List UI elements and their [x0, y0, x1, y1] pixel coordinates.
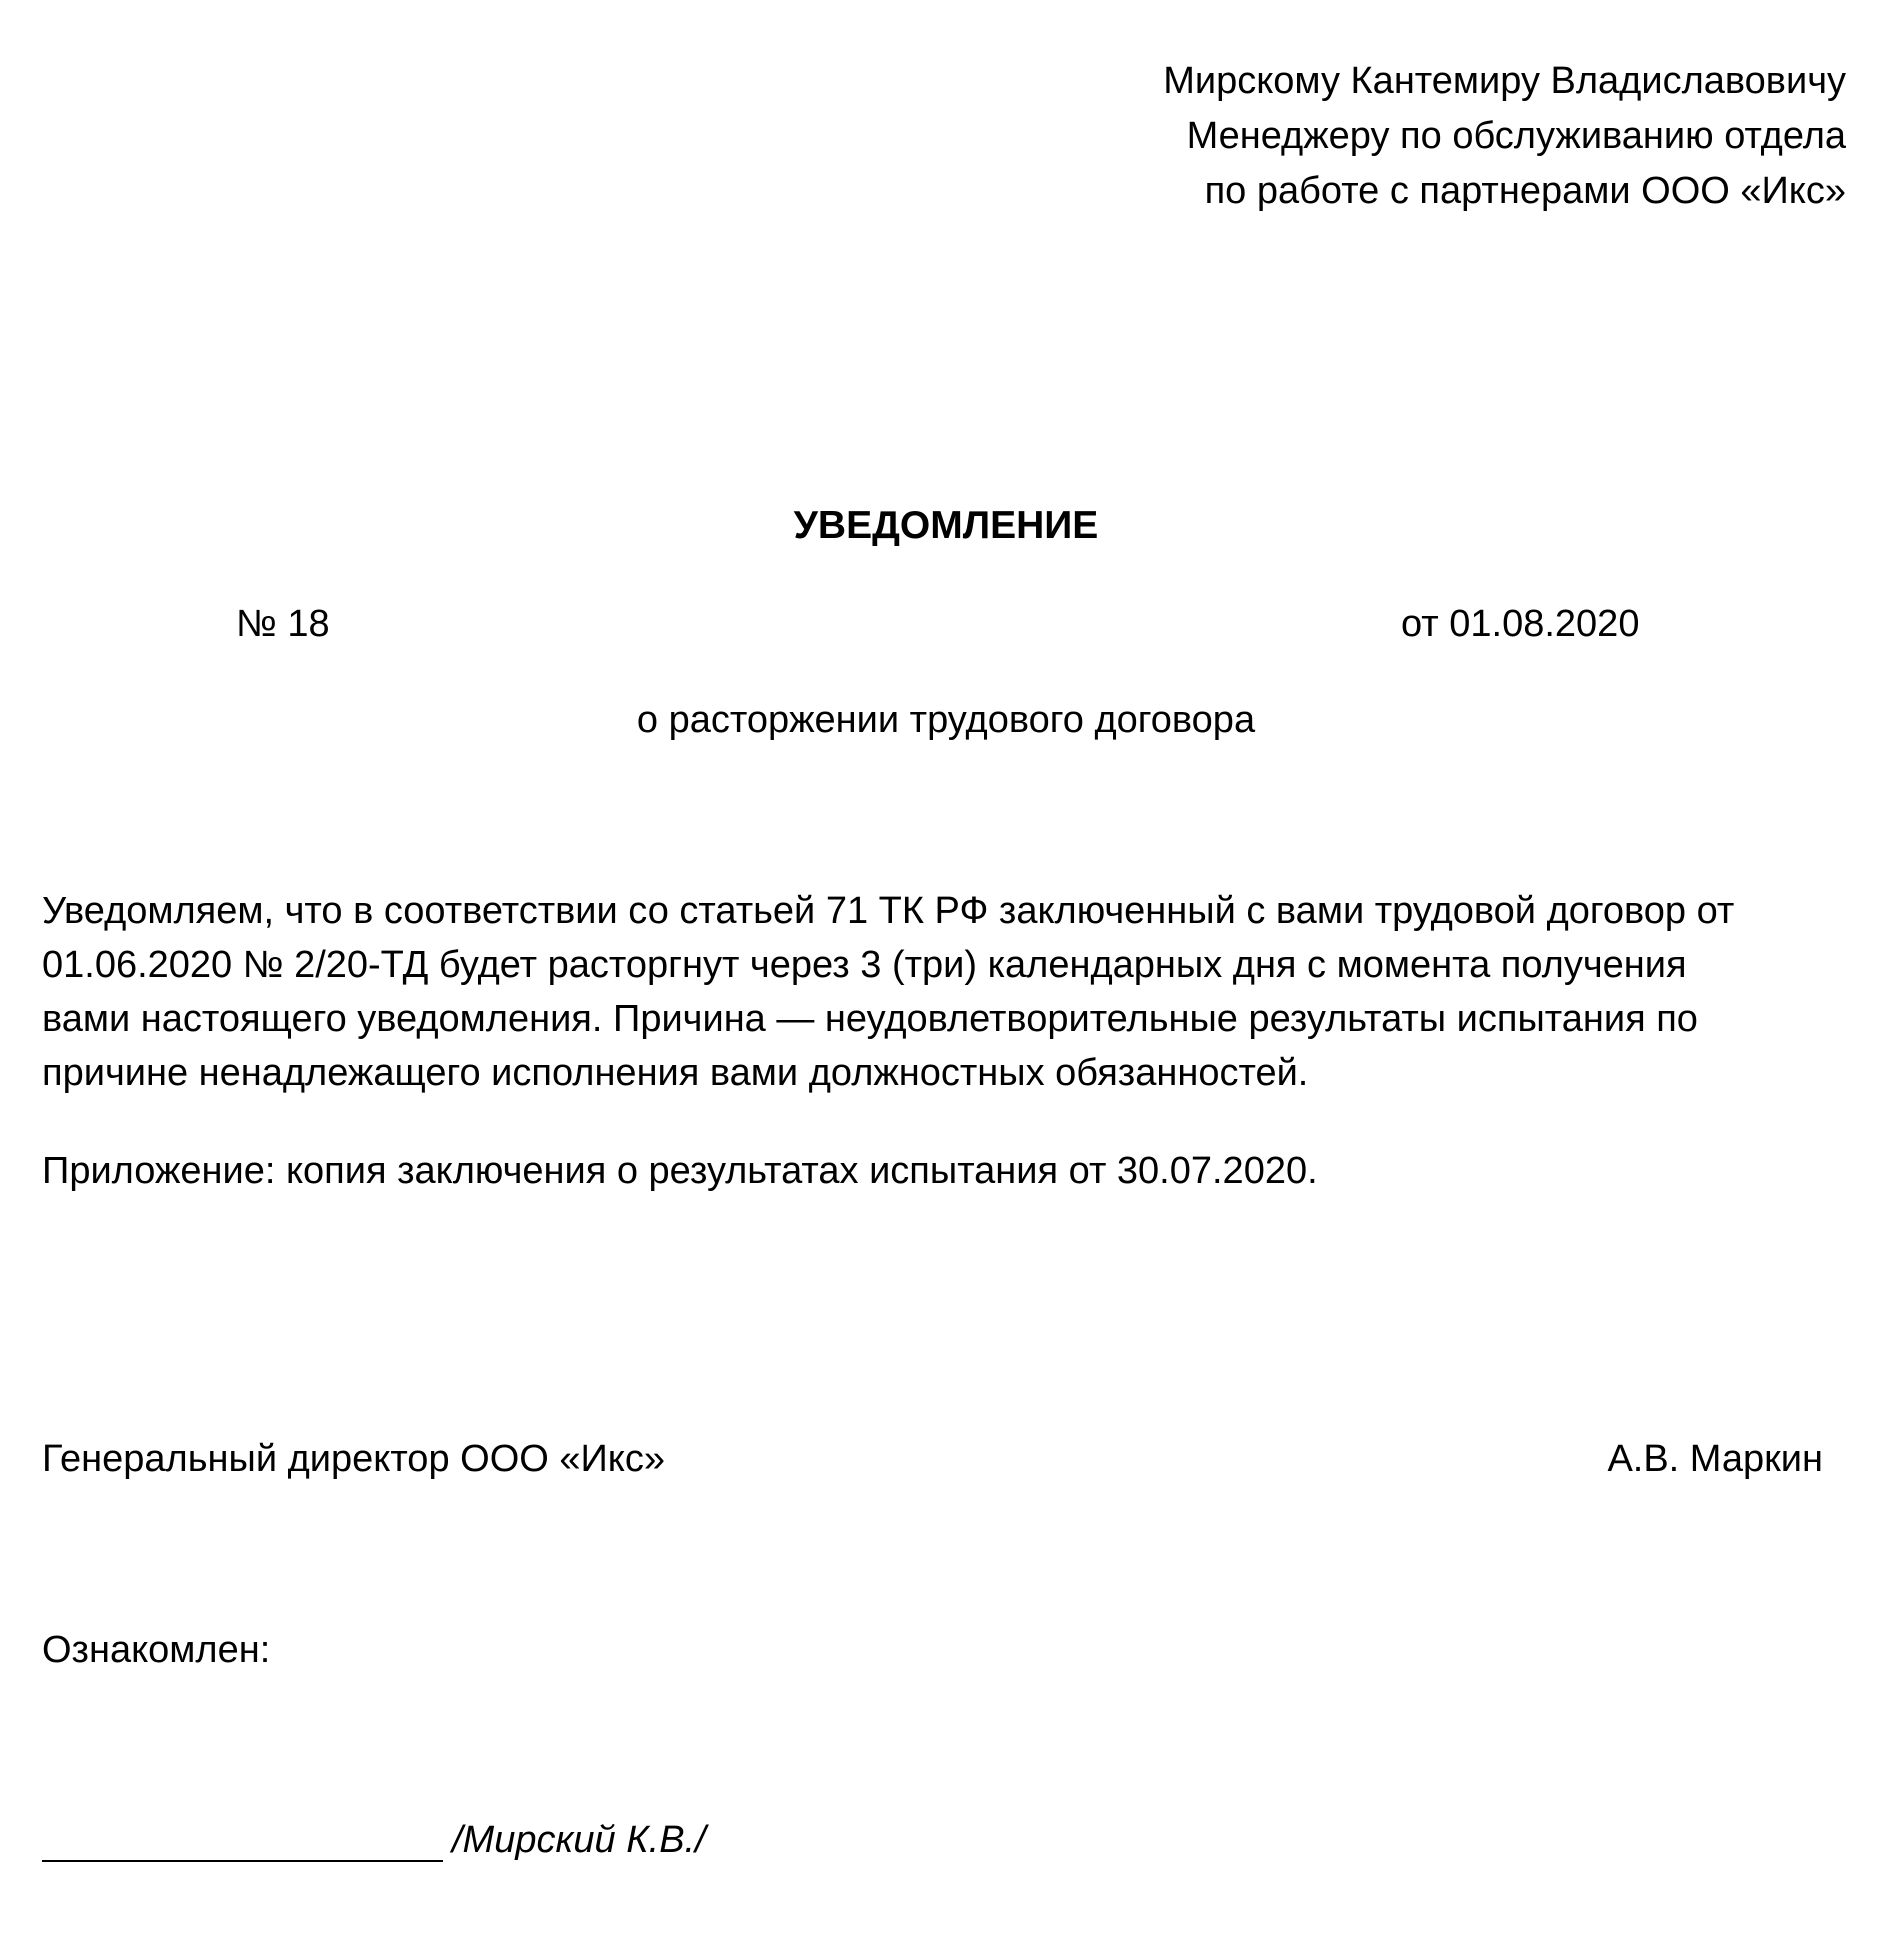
addressee-position: Менеджеру по обслуживанию отдела — [1186, 115, 1846, 157]
addressee-department: по работе с партнерами ООО «Икс» — [1204, 170, 1846, 212]
addressee-block — [1163, 54, 1846, 219]
signature-line — [42, 1860, 443, 1862]
document-date: от 01.08.2020 — [1401, 603, 1640, 645]
body-line: Уведомляем, что в соответствии со статьей 71 ТК РФ заключенный с вами трудовой договор от — [42, 890, 1735, 932]
document-subject: о расторжении трудового договора — [636, 699, 1256, 741]
signer-position: Генеральный директор ООО «Икс» — [42, 1438, 665, 1480]
document-title: УВЕДОМЛЕНИЕ — [793, 504, 1099, 547]
document-number: № 18 — [236, 603, 330, 645]
signer-name: А.В. Маркин — [1607, 1438, 1823, 1480]
acknowledgement-label: Ознакомлен: — [42, 1629, 271, 1671]
body-line: вами настоящего уведомления. Причина — неудовлетворительные результаты испытания по — [42, 998, 1698, 1040]
addressee-name: Мирскому Кантемиру Владиславовичу — [1163, 60, 1846, 102]
body-line: причине ненадлежащего исполнения вами должностных обязанностей. — [42, 1052, 1309, 1094]
employee-signature-name: /Мирский К.В./ — [452, 1819, 706, 1861]
body-line: 01.06.2020 № 2/20-ТД будет расторгнут через 3 (три) календарных дня с момента получения — [42, 944, 1687, 986]
attachment-note: Приложение: копия заключения о результатах испытания от 30.07.2020. — [42, 1150, 1318, 1192]
body-paragraph — [42, 884, 1862, 1100]
